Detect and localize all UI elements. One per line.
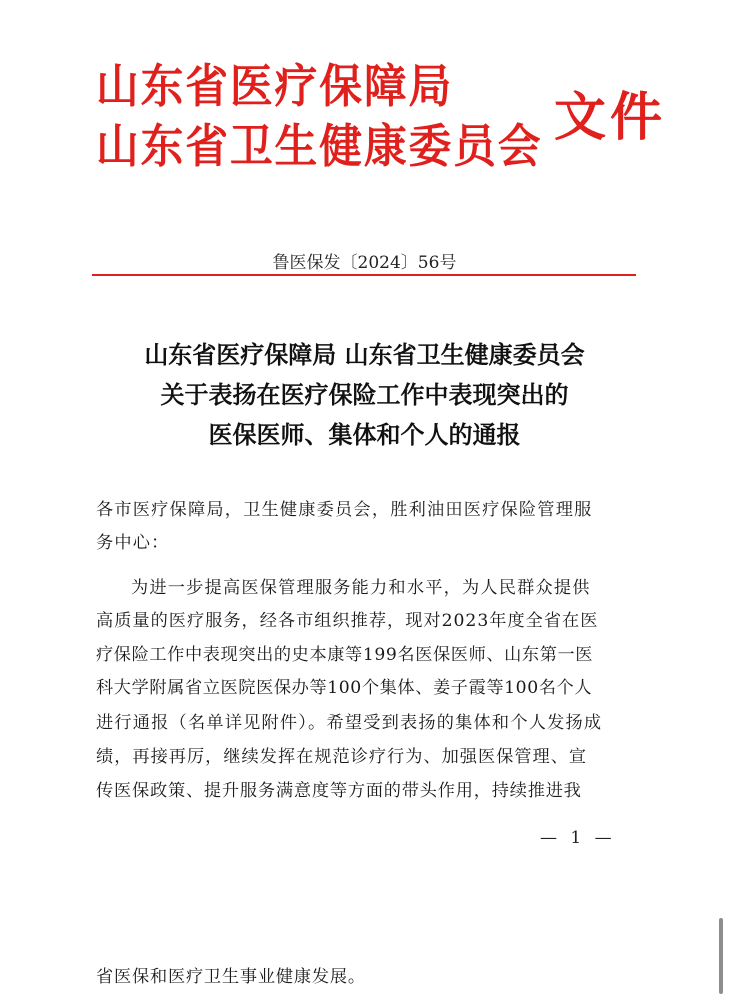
body-line: 各市医疗保障局，卫生健康委员会，胜利油田医疗保险管理服 [96,500,593,520]
red-divider-line [92,274,636,276]
document-number: 鲁医保发〔2024〕56号 [272,253,457,273]
body-continued-line: 省医保和医疗卫生事业健康发展。 [96,967,366,987]
document-header [96,58,696,188]
vertical-scrollbar[interactable] [719,918,723,994]
body-line: 传医保政策、提升服务满意度等方面的带头作用，持续推进我 [96,781,582,801]
document-title-line-2: 关于表扬在医疗保险工作中表现突出的 [160,380,569,409]
document-type-label: 文件 [554,87,667,148]
page-number: — 1 — [540,828,616,848]
issuer-name-health-commission: 山东省卫生健康委员会 [96,119,543,173]
body-line: 高质量的医疗服务，经各市组织推荐，现对2023年度全省在医 [96,611,599,631]
body-line: 绩，再接再厉，继续发挥在规范诊疗行为、加强医保管理、宣 [96,747,588,767]
document-title-line-3: 医保医师、集体和个人的通报 [208,420,521,449]
body-line: 疗保险工作中表现突出的史本康等199名医保医师、山东第一医 [96,645,594,665]
document-title-line-1: 山东省医疗保障局 山东省卫生健康委员会 [144,340,585,369]
body-line: 为进一步提高医保管理服务能力和水平，为人民群众提供 [131,578,591,598]
body-line: 进行通报（名单详见附件）。希望受到表扬的集体和个人发扬成 [96,713,603,733]
body-line: 务中心： [96,533,170,553]
issuer-name-medical-security: 山东省医疗保障局 [96,59,454,113]
body-line: 科大学附属省立医院医保办等100个集体、姜子霞等100名个人 [96,678,593,698]
